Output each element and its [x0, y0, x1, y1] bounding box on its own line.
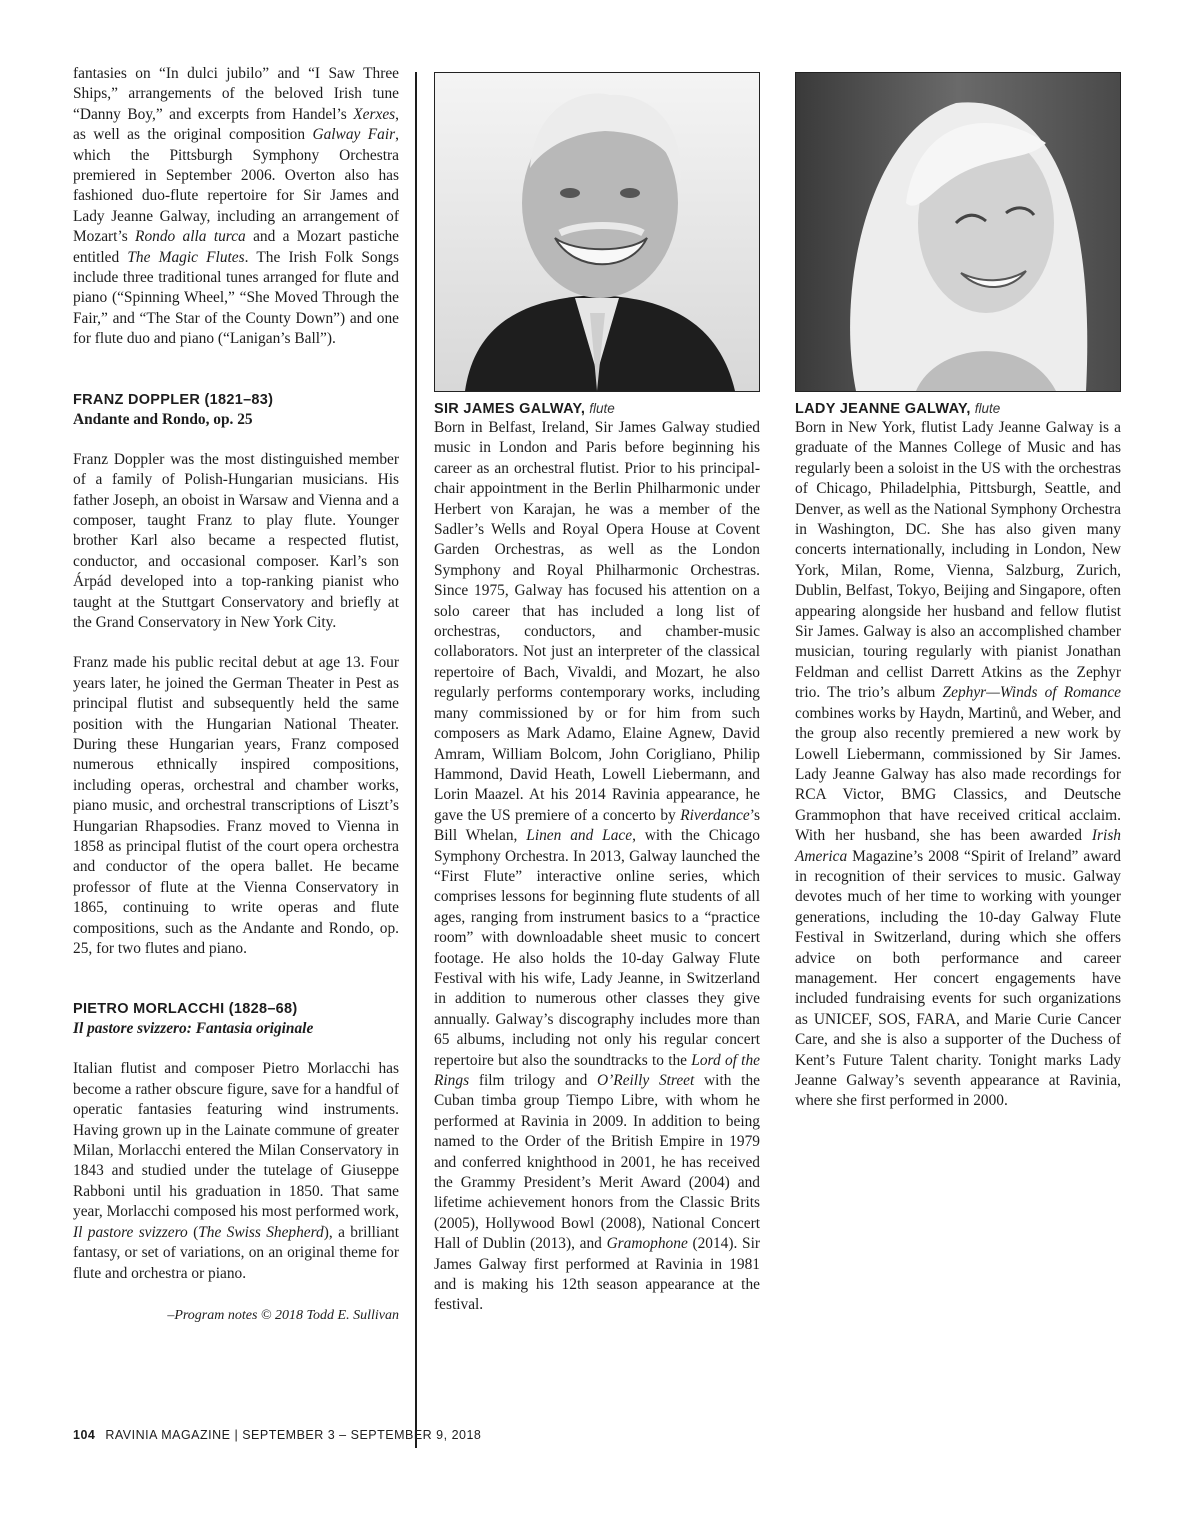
- morlacchi-paragraph: Italian flutist and composer Pietro Morlacchi has become a rather obscure figure, save for a handful of operatic fantasies featuring wind instruments. Having grown up in the Lainate commune of greater Milan, Morlacchi entered the Milan Conservatory in 1843 and studied under the tutelage of Giuseppe Rabboni until his graduation in 1850. That same year, Morlacchi composed his most performed work, Il pastore svizzero (The Swiss Shepherd), a brilliant fantasy, or set of variations, on an original theme for flute and orchestra or piano.: [73, 1060, 399, 1282]
- jeanne-galway-bio: Born in New York, flutist Lady Jeanne Galway is a graduate of the Mannes College of Music and has regularly been a soloist in the US with the orchestras of Chicago, Philadelphia, Pittsburgh, Seattle, and Denver, as well as the National Symphony Orchestra in Washington, DC. She has also given many concerts internationally, including in London, New York, Milan, Rome, Vienna, Salzburg, Zurich, Dublin, Belfast, Tokyo, Beijing and Singapore, often appearing alongside her husband and fellow flutist Sir James. Galway is also an accomplished chamber musician, touring regularly with pianist Jonathan Feldman and cellist Darrett Atkins as the Zephyr trio. The trio’s album Zephyr—Winds of Romance combines works by Haydn, Martinů, and Weber, and the group also recently premiered a new work by Lowell Liebermann, commissioned by Sir James. Lady Jeanne Galway has also made recordings for RCA Victor, BMG Classics, and Deutsche Grammophon that have received critical acclaim. With her husband, she has been awarded Irish America Magazine’s 2008 “Spirit of Ireland” award in recognition of their services to music. Galway devotes much of her time to working with younger generations, including the 10-day Galway Flute Festival in Switzerland, during which she offers advice on both performance and career management. Her concert engagements have included fundraising events for such organizations as UNICEF, SOS, FARA, and Marie Curie Cancer Care, and she is also a supporter of the Duchess of Kent’s Future Talent charity. Tonight marks Lady Jeanne Galway’s seventh appearance at Ravinia, where she first performed in 2000.: [795, 419, 1121, 1110]
- doppler-paragraph-2: Franz made his public recital debut at age 13. Four years later, he joined the German Theater in Pest as principal flutist and subsequently held the same position with the Hungarian National Theater. During these Hungarian years, Franz composed numerous ethnically inspired compositions, including operas, orchestral and chamber works, piano music, and orchestral transcriptions of Liszt’s Hungarian Rhapsodies. Franz moved to Vienna in 1858 as principal flutist of the court opera orchestra and conductor of the opera ballet. He became professor of flute at the Vienna Conservatory in 1865, continuing to write operas and flute compositions, such as the Andante and Rondo, op. 25, for two flutes and piano.: [73, 654, 399, 958]
- james-galway-name: SIR JAMES GALWAY,: [434, 401, 586, 417]
- james-galway-caption: [434, 400, 760, 418]
- james-galway-photo: [434, 72, 760, 392]
- footer-publication: RAVINIA MAGAZINE | SEPTEMBER 3 – SEPTEMBER 9, 2018: [105, 1428, 482, 1442]
- james-galway-column: [434, 72, 760, 1316]
- doppler-work-title: Andante and Rondo, op. 25: [73, 410, 253, 428]
- james-galway-instrument: flute: [589, 401, 615, 416]
- column-divider: [415, 72, 417, 1448]
- intro-paragraph: fantasies on “In dulci jubilo” and “I Saw Three Ships,” arrangements of the beloved Irish tune “Danny Boy,” and excerpts from Handel’s Xerxes, as well as the original composition Galway Fair, which the Pittsburgh Symphony Orchestra premiered in September 2006. Overton also has fashioned duo-flute repertoire for Sir James and Lady Jeanne Galway, including an arrangement of Mozart’s Rondo alla turca and a Mozart pastiche entitled The Magic Flutes. The Irish Folk Songs include three traditional tunes arranged for flute and piano (“Spinning Wheel,” “She Moved Through the Fair,” and “The Star of the County Down”) and one for flute duo and piano (“Lanigan’s Ball”).: [73, 65, 399, 348]
- jeanne-galway-photo: [795, 72, 1121, 392]
- program-notes-column: [73, 64, 399, 1324]
- james-galway-bio: Born in Belfast, Ireland, Sir James Galway studied music in London and Paris before beginning his career as an orchestral flutist. Prior to his principal-chair appointment in the Berlin Philharmonic under Herbert von Karajan, he was a member of the Sadler’s Wells and Royal Opera House at Covent Garden Orchestras, as well as the London Symphony and Royal Philharmonic Orchestras. Since 1975, Galway has focused his attention on a solo career that has included a long list of orchestras, conductors, and chamber-music collaborators. Not just an interpreter of the classical repertoire of Bach, Vivaldi, and Mozart, he also regularly performs contemporary works, including many commissioned by or for him from such composers as Mark Adamo, Elaine Agnew, David Amram, William Bolcom, John Corigliano, Philip Hammond, David Heath, Lowell Liebermann, and Lorin Maazel. At his 2014 Ravinia appearance, he gave the US premiere of a concerto by Riverdance’s Bill Whelan, Linen and Lace, with the Chicago Symphony Orchestra. In 2013, Galway launched the “First Flute” interactive online series, which comprises lessons for beginning flute students of all ages, ranging from instrument basics to a “practice room” with downloadable sheet music to concert footage. He also holds the 10-day Galway Flute Festival with his wife, Lady Jeanne, in Switzerland in addition to numerous other classes they give annually. Galway’s discography includes more than 65 albums, including not only his regular concert repertoire but also the soundtracks to the Lord of the Rings film trilogy and O’Reilly Street with the Cuban timba group Tiempo Libre, with whom he performed at Ravinia in 2009. In addition to being named to the Order of the British Empire in 1979 and conferred knighthood in 2001, he has received the Grammy President’s Merit Award (2004) and lifetime achievement honors from the Classic Brits (2005), Hollywood Bowl (2008), National Concert Hall of Dublin (2013), and Gramophone (2014). Sir James Galway first performed at Ravinia in 1981 and is making his 12th season appearance at the festival.: [434, 419, 760, 1314]
- morlacchi-work-title: Il pastore svizzero: Fantasia originale: [73, 1020, 314, 1038]
- morlacchi-heading: PIETRO MORLACCHI (1828–68): [73, 1001, 298, 1018]
- jeanne-galway-name: LADY JEANNE GALWAY,: [795, 401, 971, 417]
- page-number: 104: [73, 1428, 96, 1442]
- jeanne-galway-column: [795, 72, 1121, 1112]
- page-footer: [73, 1428, 481, 1442]
- doppler-heading: FRANZ DOPPLER (1821–83): [73, 391, 274, 408]
- jeanne-galway-caption: [795, 400, 1121, 418]
- program-notes-credit: –Program notes © 2018 Todd E. Sullivan: [167, 1307, 399, 1323]
- doppler-paragraph-1: Franz Doppler was the most distinguished member of a family of Polish-Hungarian musicians. His father Joseph, an oboist in Warsaw and Vienna and a composer, taught Franz to play flute. Younger brother Karl also became a respected flutist, conductor, and occasional composer. Karl’s son Árpád developed into a top-ranking pianist who taught at the Stuttgart Conservatory and briefly at the Grand Conservatory in New York City.: [73, 450, 399, 631]
- jeanne-galway-instrument: flute: [974, 401, 1001, 416]
